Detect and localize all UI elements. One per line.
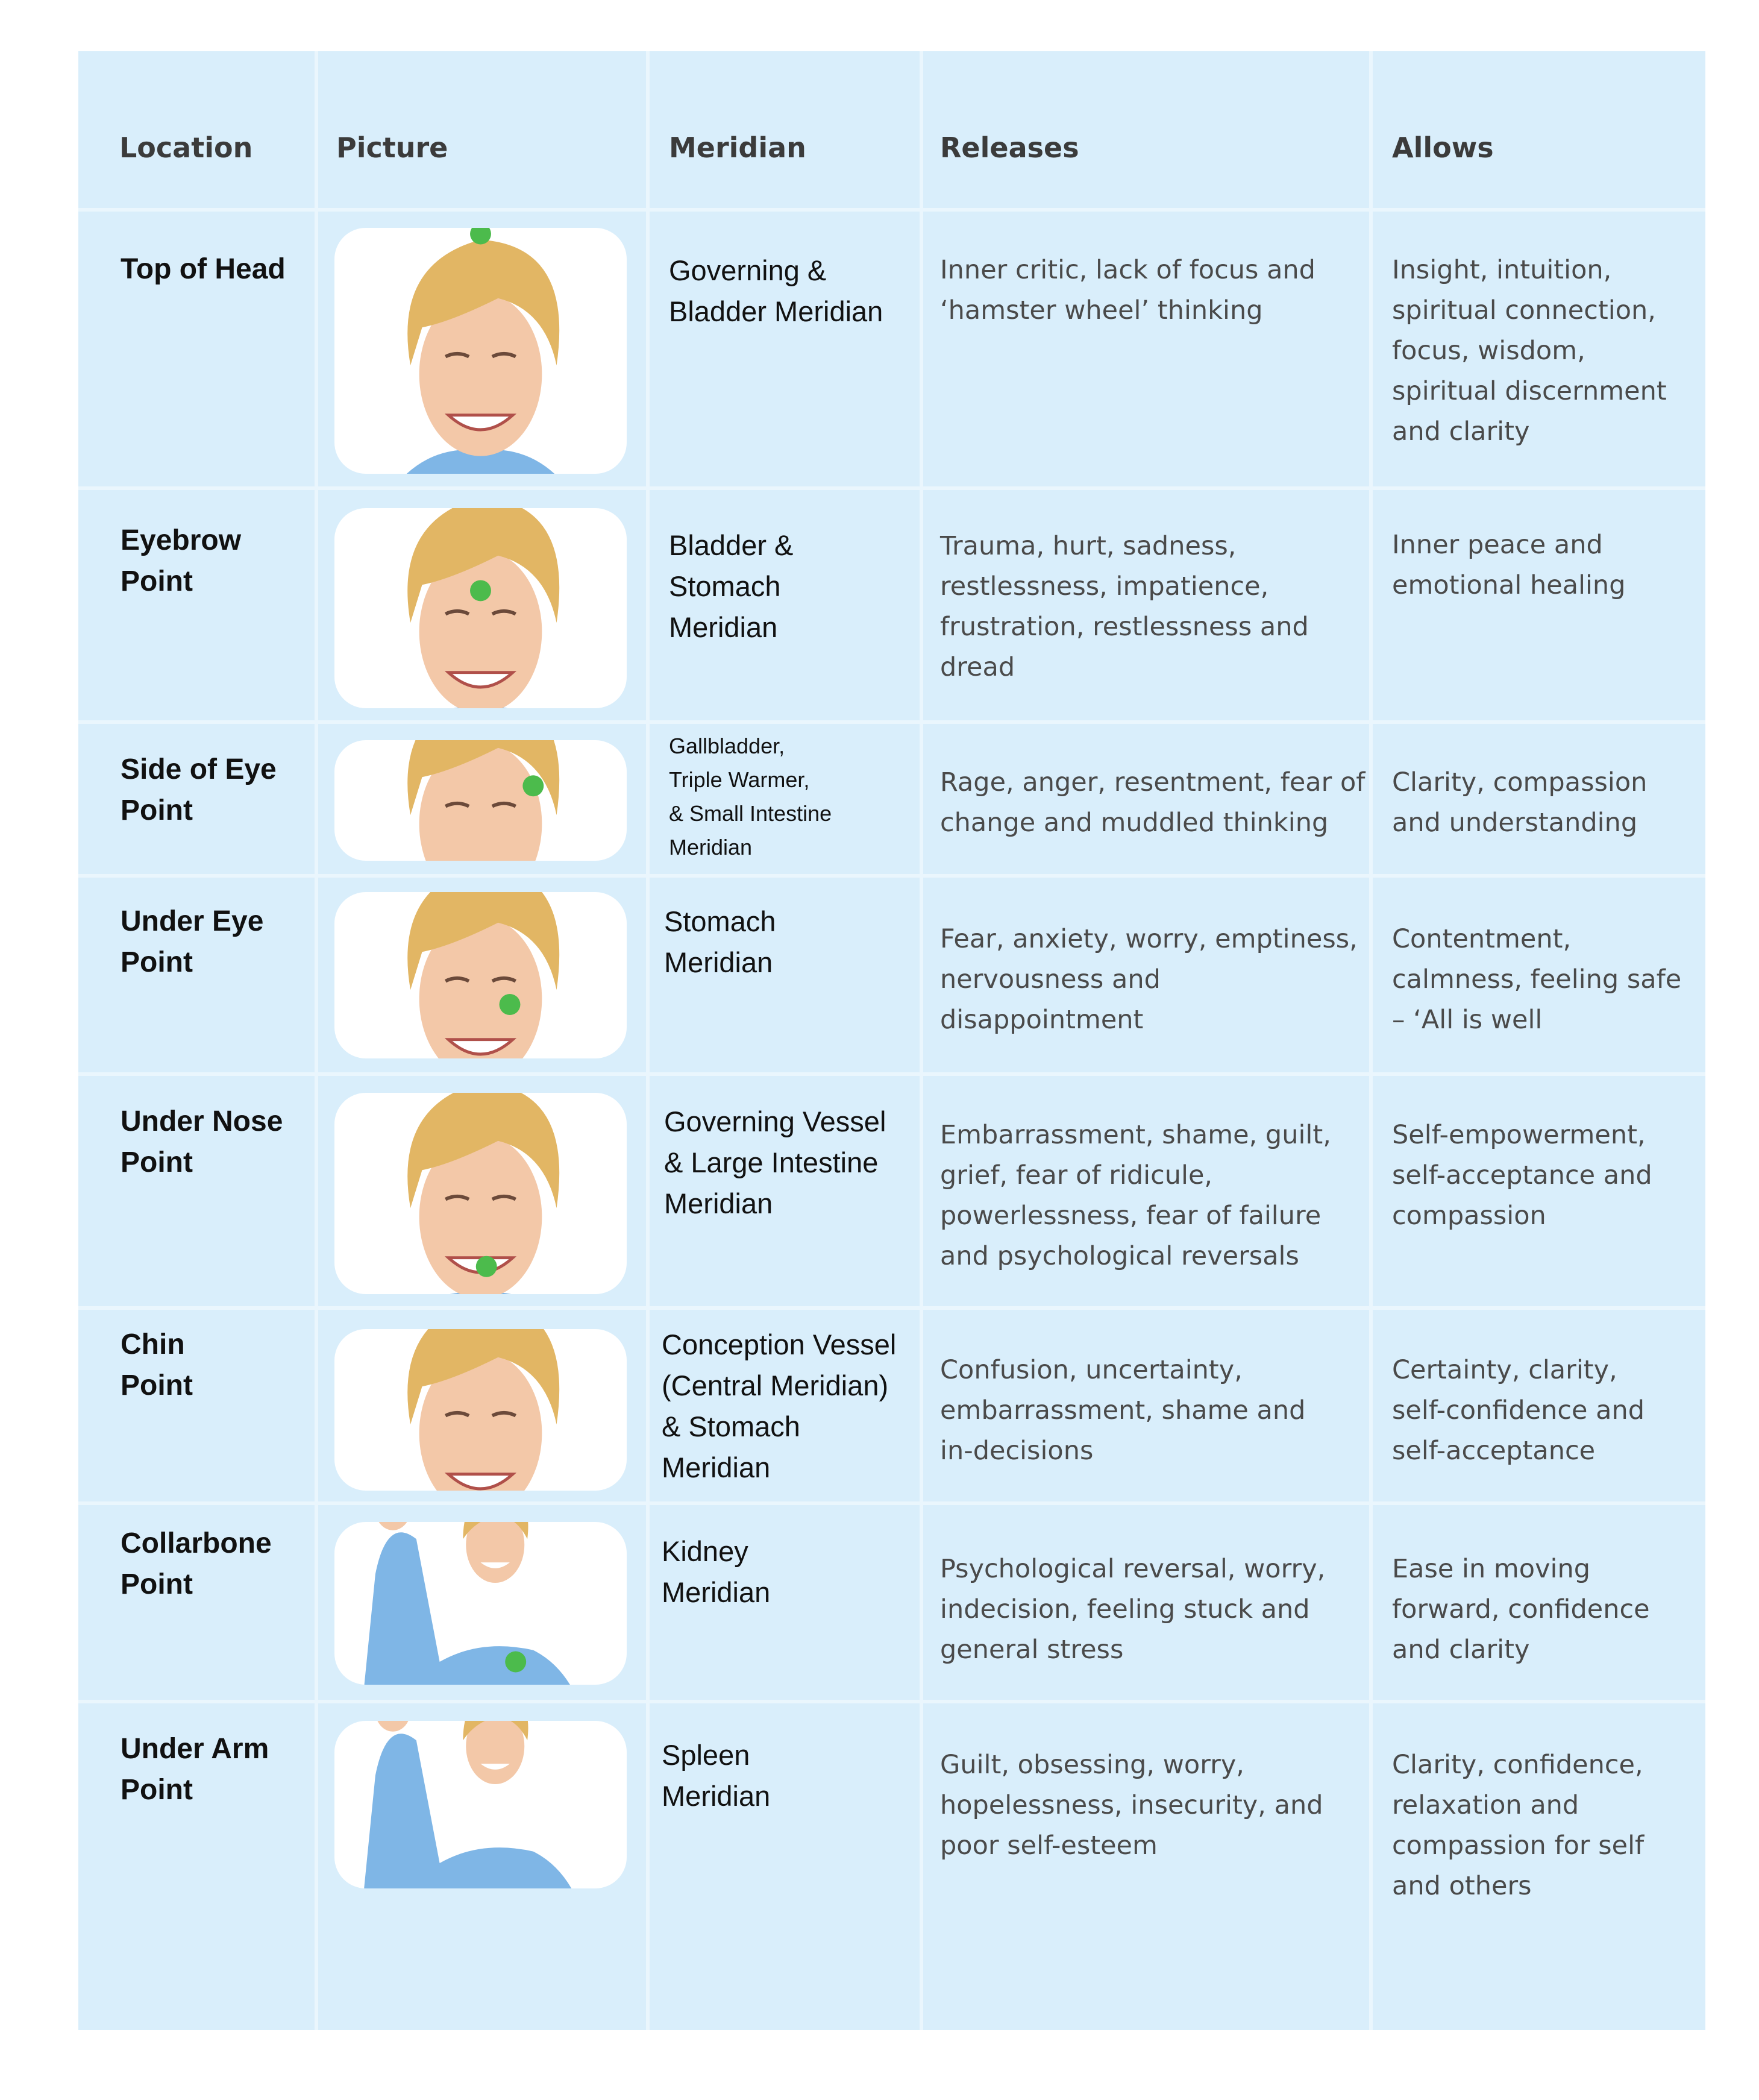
row-6-meridian: Conception Vessel (Central Meridian) & Stomach Meridian <box>662 1328 897 1483</box>
row-4-picture <box>334 892 627 1058</box>
tapping-point-marker <box>500 994 521 1015</box>
row-1-releases: Inner critic, lack of focus and ‘hamster wheel’ thinking <box>940 255 1315 325</box>
row-8-picture <box>334 1721 627 1888</box>
row-2-allows: Inner peace and emotional healing <box>1392 530 1626 600</box>
row-4-allows: Contentment, calmness, feeling safe – ‘All is well <box>1392 924 1682 1035</box>
row-7-releases: Psychological reversal, worry, indecision, feeling stuck and general stress <box>940 1554 1326 1665</box>
row-6-location: Chin Point <box>121 1328 193 1401</box>
header-allows: Allows <box>1392 131 1494 164</box>
woman-illustration <box>334 228 627 474</box>
row-1-allows: Insight, intuition, spiritual connection, focus, wisdom, spiritual discernment and clarity <box>1392 255 1667 447</box>
row-3-releases: Rage, anger, resentment, fear of change and muddled thinking <box>940 767 1365 838</box>
row-3-location: Side of Eye Point <box>121 753 277 826</box>
row-7-meridian: Kidney Meridian <box>662 1535 771 1608</box>
row-3-picture <box>334 740 627 861</box>
row-6-releases: Confusion, uncertainty, embarrassment, shame and in-decisions <box>940 1355 1306 1466</box>
row-6-picture <box>334 1329 627 1491</box>
row-7-allows: Ease in moving forward, confidence and clarity <box>1392 1554 1650 1665</box>
row-6-allows: Certainty, clarity, self-confidence and self-acceptance <box>1392 1355 1645 1466</box>
header-location: Location <box>119 131 253 164</box>
row-1-picture <box>334 228 627 474</box>
row-4-location: Under Eye Point <box>121 905 264 978</box>
row-2-location: Eyebrow Point <box>121 524 242 597</box>
row-1-meridian: Governing & Bladder Meridian <box>669 254 883 327</box>
header-picture: Picture <box>336 131 448 164</box>
woman-illustration <box>334 1721 627 1888</box>
row-2-meridian: Bladder & Stomach Meridian <box>669 529 794 643</box>
tapping-points-table <box>78 51 1705 2030</box>
row-5-releases: Embarrassment, shame, guilt, grief, fear of ridicule, powerlessness, fear of failure and psychological reversals <box>940 1120 1331 1271</box>
row-2-releases: Trauma, hurt, sadness, restlessness, impatience, frustration, restlessness and dread <box>940 531 1309 682</box>
header-meridian: Meridian <box>669 131 806 164</box>
header-releases: Releases <box>940 131 1079 164</box>
woman-illustration <box>334 1522 627 1685</box>
woman-illustration <box>334 508 627 708</box>
row-8-meridian: Spleen Meridian <box>662 1739 771 1812</box>
woman-illustration <box>334 740 627 861</box>
row-8-releases: Guilt, obsessing, worry, hopelessness, insecurity, and poor self-esteem <box>940 1750 1323 1861</box>
tapping-point-marker <box>470 580 491 601</box>
row-4-meridian: Stomach Meridian <box>664 905 776 978</box>
row-2-picture <box>334 508 627 708</box>
woman-illustration <box>334 1093 627 1294</box>
row-4-releases: Fear, anxiety, worry, emptiness, nervousness and disappointment <box>940 924 1358 1035</box>
row-7-picture <box>334 1522 627 1685</box>
woman-illustration <box>334 892 627 1058</box>
row-7-location: Collarbone Point <box>121 1527 272 1600</box>
woman-illustration <box>334 1329 627 1491</box>
tapping-point-marker <box>476 1256 497 1277</box>
row-5-picture <box>334 1093 627 1294</box>
row-3-allows: Clarity, compassion and understanding <box>1392 767 1648 838</box>
row-5-location: Under Nose Point <box>121 1105 283 1178</box>
row-5-meridian: Governing Vessel & Large Intestine Meridian <box>664 1105 886 1219</box>
row-1-location: Top of Head <box>121 253 286 285</box>
row-3-meridian: Gallbladder, Triple Warmer, & Small Intestine Meridian <box>669 734 832 860</box>
tapping-point-marker <box>522 775 544 796</box>
row-5-allows: Self-empowerment, self-acceptance and compassion <box>1392 1120 1652 1231</box>
row-8-allows: Clarity, confidence, relaxation and compassion for self and others <box>1392 1750 1645 1901</box>
tapping-point-marker <box>505 1652 526 1673</box>
row-8-location: Under Arm Point <box>121 1733 269 1806</box>
